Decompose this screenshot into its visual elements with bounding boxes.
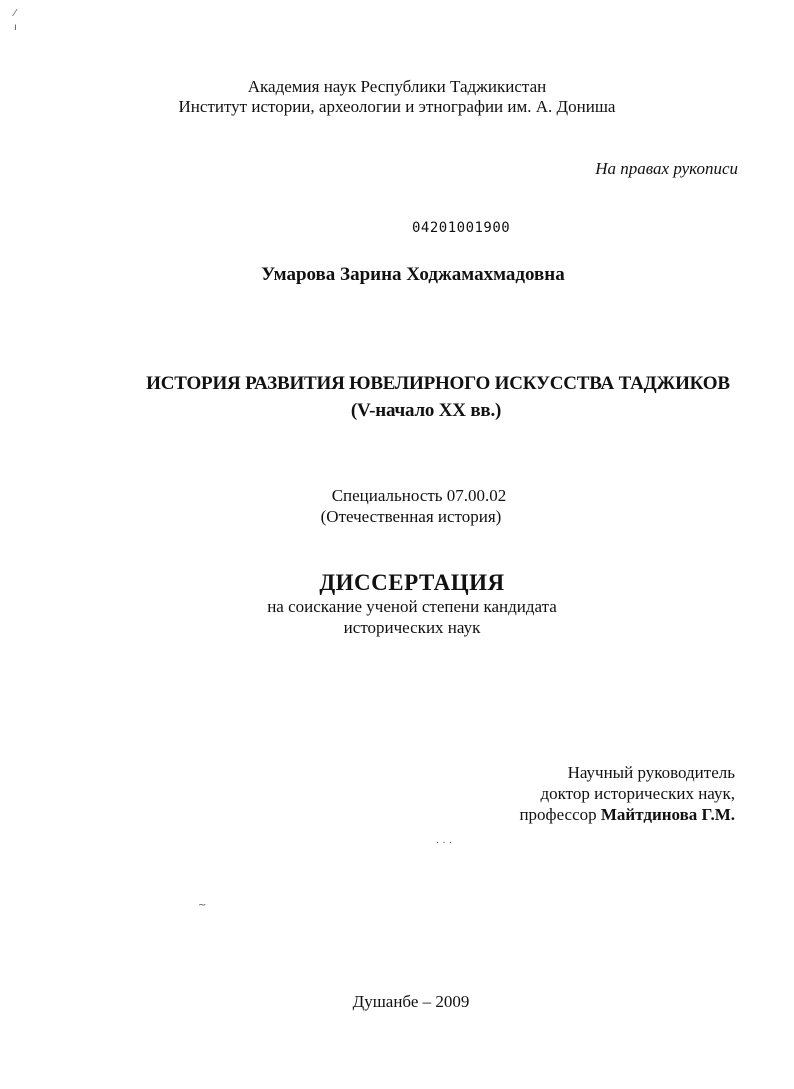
manuscript-note: На правах рукописи xyxy=(595,159,738,178)
institute-name: Институт истории, археологии и этнографии им. А. Дониша xyxy=(178,97,616,116)
supervisor-title: профессор xyxy=(519,805,597,824)
registration-code: 04201001900 xyxy=(412,220,511,236)
specialty-name: (Отечественная история) xyxy=(320,507,502,526)
supervisor-rank: доктор исторических наук, xyxy=(540,784,735,803)
dissertation-title: ИСТОРИЯ РАЗВИТИЯ ЮВЕЛИРНОГО ИСКУССТВА ТАДЖИКОВ xyxy=(146,373,730,394)
scan-artifact-dots: · · · xyxy=(436,838,452,849)
author-name: Умарова Зарина Ходжамахмадовна xyxy=(261,264,565,285)
specialty-code: Специальность 07.00.02 xyxy=(331,486,507,505)
document-type: ДИССЕРТАЦИЯ xyxy=(319,570,505,595)
academy-name: Академия наук Республики Таджикистан xyxy=(247,77,547,96)
degree-line-1: на соискание ученой степени кандидата xyxy=(267,597,557,616)
scan-artifact-mark: ~ xyxy=(198,900,207,911)
degree-line-2: исторических наук xyxy=(343,618,481,637)
scan-artifact-mark: ⁄ xyxy=(14,8,16,19)
supervisor-name-line xyxy=(519,806,735,823)
supervisor-name: Майтдинова Г.М. xyxy=(600,805,735,824)
scan-artifact-mark: ı xyxy=(14,22,17,33)
dissertation-title-period: (V-начало XX вв.) xyxy=(350,400,502,421)
supervisor-role: Научный руководитель xyxy=(567,763,735,782)
place-and-year: Душанбе – 2009 xyxy=(352,992,470,1011)
